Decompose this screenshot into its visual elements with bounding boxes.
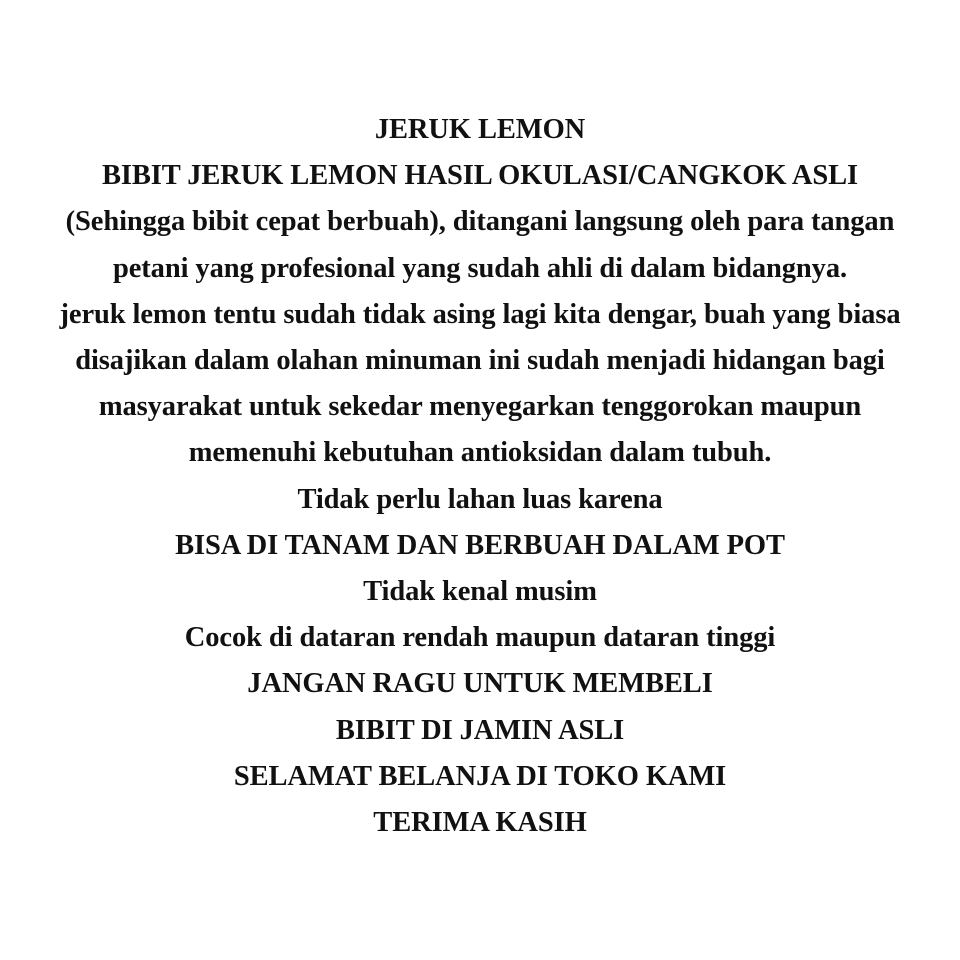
document-title: JERUK LEMON [374,114,586,145]
feature-line: Tidak kenal musim [363,576,597,608]
feature-line: Tidak perlu lahan luas karena [297,483,663,515]
description-line: masyarakat untuk sekedar menyegarkan tenggorokan maupun [98,391,862,423]
description-line: jeruk lemon tentu sudah tidak asing lagi kita dengar, buah yang biasa [59,298,901,330]
call-to-action-line: JANGAN RAGU UNTUK MEMBELI [247,668,713,700]
guarantee-line: BIBIT DI JAMIN ASLI [335,714,625,746]
product-description [0,107,960,846]
feature-line: BISA DI TANAM DAN BERBUAH DALAM POT [175,529,785,561]
description-line: petani yang profesional yang sudah ahli di dalam bidangnya. [112,252,847,284]
closing-line: TERIMA KASIH [373,807,587,839]
description-line: memenuhi kebutuhan antioksidan dalam tubuh. [188,437,772,469]
subtitle-line: BIBIT JERUK LEMON HASIL OKULASI/CANGKOK ASLI [101,160,859,192]
description-line: disajikan dalam olahan minuman ini sudah menjadi hidangan bagi [75,345,885,377]
feature-line: Cocok di dataran rendah maupun dataran tinggi [184,622,776,654]
description-line: (Sehingga bibit cepat berbuah), ditangani langsung oleh para tangan [65,206,895,238]
greeting-line: SELAMAT BELANJA DI TOKO KAMI [233,760,727,792]
